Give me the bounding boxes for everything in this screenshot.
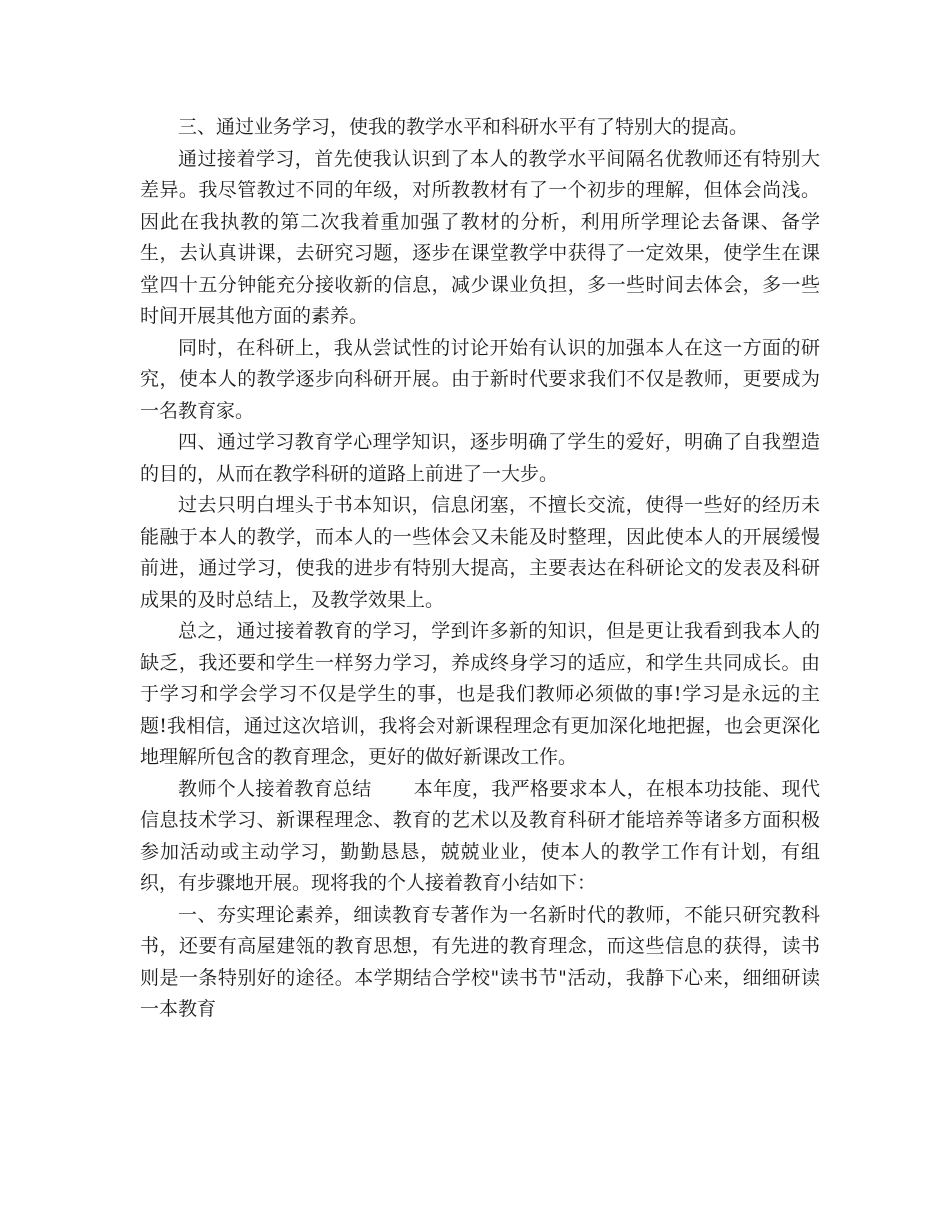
paragraph-section-three-heading: 三、通过业务学习，使我的教学水平和科研水平有了特别大的提高。 bbox=[178, 116, 749, 138]
paragraph-theory-reading: 一、夯实理论素养，细读教育专著作为一名新时代的教师，不能只研究教科书，还要有高屋建瓴的教育思想，有先进的教育理念，而这些信息的获得，读书则是一条特别好的途径。本学期结合学校"读书节"活动，我静下心来，细细研读一本教育 bbox=[140, 903, 820, 1020]
paragraph-conclusion: 总之，通过接着教育的学习，学到许多新的知识，但是更让我看到我本人的缺乏，我还要和学生一样努力学习，养成终身学习的适应，和学生共同成长。由于学习和学会学习不仅是学生的事，也是我们教师必须做的事!学习是永远的主题!我相信，通过这次培训，我将会对新课程理念有更加深化地把握，也会更深化地理解所包含的教育理念，更好的做好新课改工作。 bbox=[140, 620, 820, 768]
paragraph-summary bbox=[140, 774, 820, 900]
paragraph-past-reflection: 过去只明白埋头于书本知识，信息闭塞，不擅长交流，使得一些好的经历未能融于本人的教学，而本人的一些体会又未能及时整理，因此使本人的开展缓慢前进，通过学习，使我的进步有特别大提高，主要表达在科研论文的发表及科研成果的及时总结上，及教学效果上。 bbox=[140, 494, 820, 611]
paragraph-section-four-heading: 四、通过学习教育学心理学知识，逐步明确了学生的爱好，明确了自我塑造的目的，从而在教学科研的道路上前进了一大步。 bbox=[140, 431, 820, 485]
document-body bbox=[140, 112, 820, 1026]
paragraph-research: 同时，在科研上，我从尝试性的讨论开始有认识的加强本人在这一方面的研究，使本人的教学逐步向科研开展。由于新时代要求我们不仅是教师，更要成为一名教育家。 bbox=[140, 336, 820, 422]
summary-intro: 本年度，我严格要求本人，在根本功技能、现代信息技术学习、新课程理念、教育的艺术以及教育科研才能培养等诸多方面积极参加活动或主动学习，勤勤恳恳，兢兢业业，使本人的教学工作有计划，有组织，有步骤地开展。现将我的个人接着教育小结如下： bbox=[140, 777, 820, 894]
summary-title: 教师个人接着教育总结 bbox=[178, 777, 372, 800]
paragraph-continued-learning: 通过接着学习，首先使我认识到了本人的教学水平间隔名优教师还有特别大差异。我尽管教过不同的年级，对所教教材有了一个初步的理解，但体会尚浅。因此在我执教的第二次我着重加强了教材的分析，利用所学理论去备课、备学生，去认真讲课，去研究习题，逐步在课堂教学中获得了一定效果，使学生在课堂四十五分钟能充分接收新的信息，减少课业负担，多一些时间去体会，多一些时间开展其他方面的素养。 bbox=[140, 147, 820, 327]
